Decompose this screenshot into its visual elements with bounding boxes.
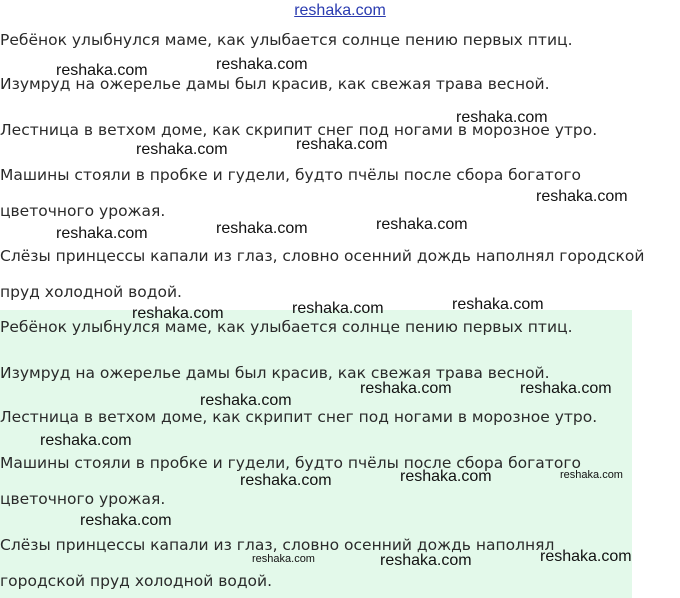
watermark: reshaka.com xyxy=(520,380,612,397)
watermark: reshaka.com xyxy=(540,548,632,565)
watermark: reshaka.com xyxy=(452,296,544,313)
sentence-line: Слёзы принцессы капали из глаз, словно осенний дождь наполнял xyxy=(0,536,555,554)
watermark: reshaka.com xyxy=(136,141,228,158)
watermark: reshaka.com xyxy=(56,62,148,79)
corrected-sentences xyxy=(0,310,632,598)
watermark: reshaka.com xyxy=(132,305,224,322)
watermark: reshaka.com xyxy=(536,188,628,205)
sentence-line: Лестница в ветхом доме, как скрипит снег под ногами в морозное утро. xyxy=(0,121,598,139)
watermark: reshaka.com xyxy=(40,432,132,449)
sentence-line: Ребёнок улыбнулся маме, как улыбается солнце пению первых птиц. xyxy=(0,31,573,49)
watermark: reshaka.com xyxy=(240,472,332,489)
sentence-line: пруд холодной водой. xyxy=(0,283,182,301)
sentence-line: Машины стояли в пробке и гудели, будто пчёлы после сбора богатого xyxy=(0,454,581,472)
site-header-link[interactable]: reshaka.com xyxy=(294,2,386,19)
watermark: reshaka.com xyxy=(376,216,468,233)
sentence-line: Лестница в ветхом доме, как скрипит снег под ногами в морозное утро. xyxy=(0,408,598,426)
watermark: reshaka.com xyxy=(292,300,384,317)
sentence-line: Машины стояли в пробке и гудели, будто пчёлы после сбора богатого xyxy=(0,166,581,184)
sentence-line: Ребёнок улыбнулся маме, как улыбается солнце пению первых птиц. xyxy=(0,318,573,336)
watermark: reshaka.com xyxy=(80,512,172,529)
sentence-line: городской пруд холодной водой. xyxy=(0,572,273,590)
sentence-line: цветочного урожая. xyxy=(0,202,166,220)
watermark: reshaka.com xyxy=(380,552,472,569)
watermark: reshaka.com xyxy=(296,136,388,153)
watermark: reshaka.com xyxy=(216,220,308,237)
watermark: reshaka.com xyxy=(456,109,548,126)
watermark: reshaka.com xyxy=(360,380,452,397)
sentence-line: цветочного урожая. xyxy=(0,490,166,508)
watermark: reshaka.com xyxy=(400,468,492,485)
watermark: reshaka.com xyxy=(560,469,623,481)
sentence-line: Изумруд на ожерелье дамы был красив, как свежая трава весной. xyxy=(0,75,550,93)
sentence-line: Изумруд на ожерелье дамы был красив, как свежая трава весной. xyxy=(0,364,550,382)
watermark: reshaka.com xyxy=(56,225,148,242)
watermark: reshaka.com xyxy=(200,392,292,409)
watermark: reshaka.com xyxy=(252,553,315,565)
sentence-line: Слёзы принцессы капали из глаз, словно осенний дождь наполнял городской xyxy=(0,247,645,265)
watermark: reshaka.com xyxy=(216,56,308,73)
